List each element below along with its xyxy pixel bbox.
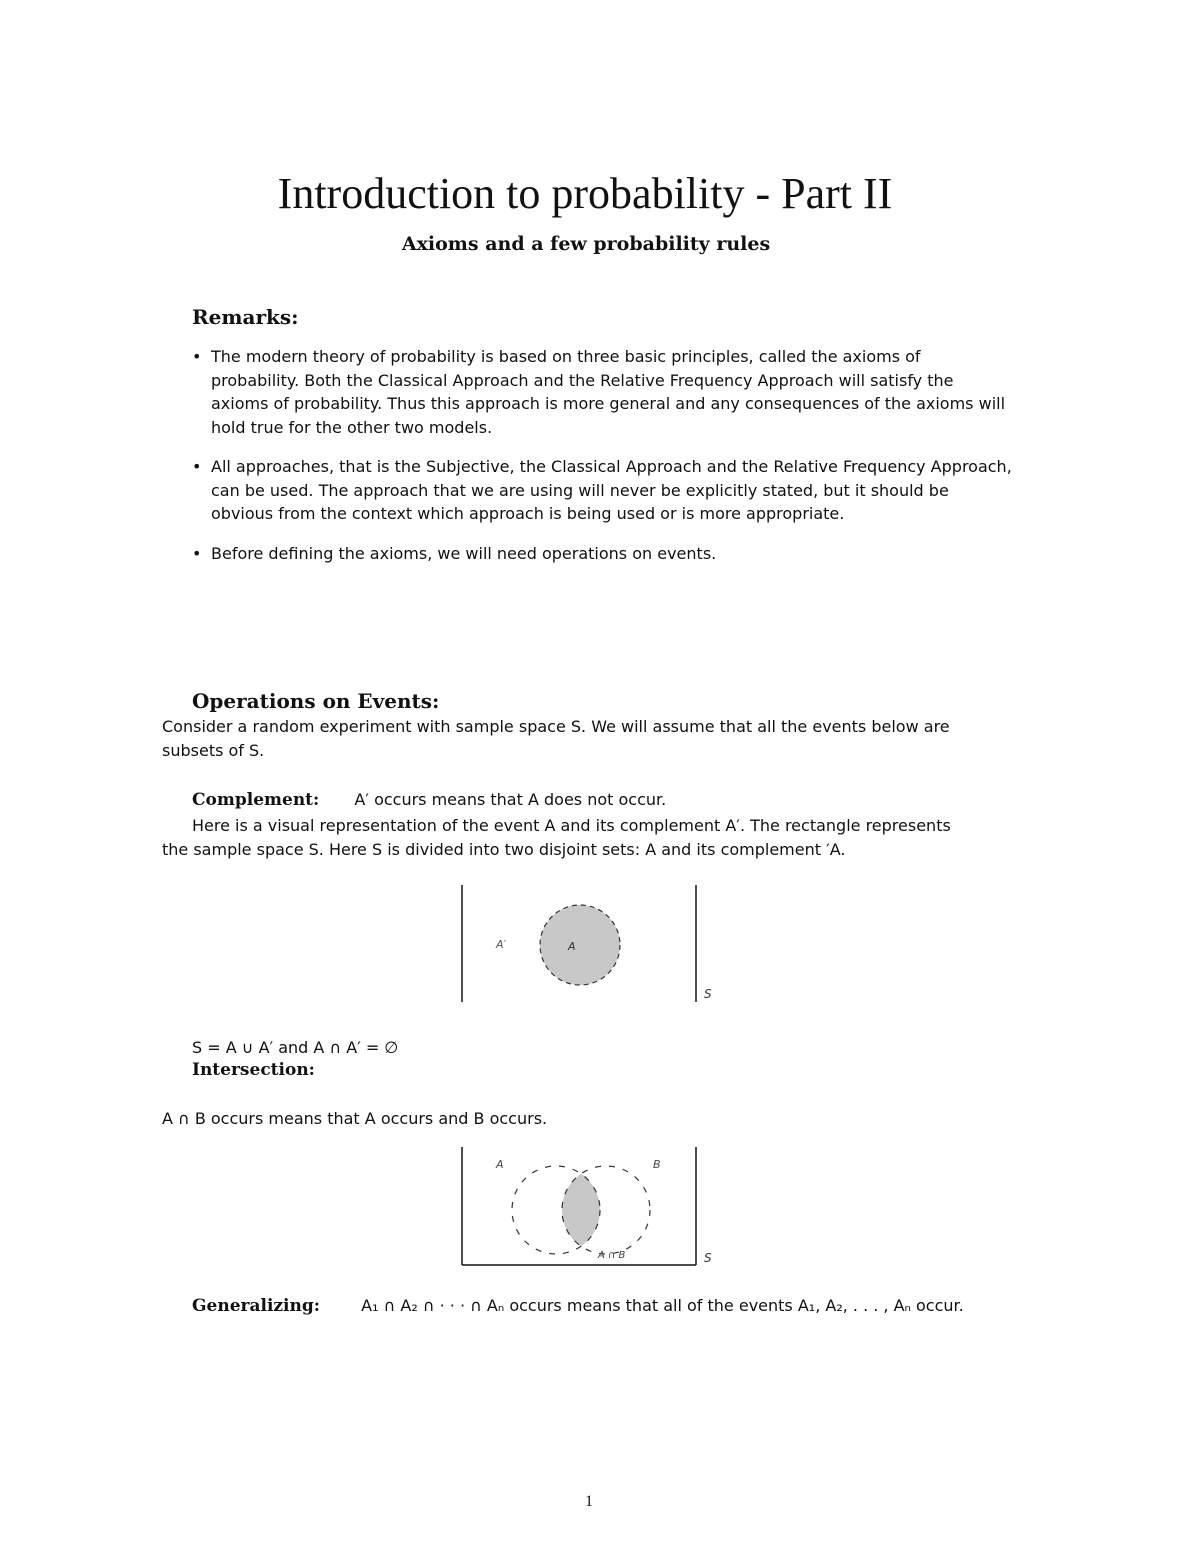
venn-label-a: A — [496, 1158, 504, 1171]
venn-label-s: S — [704, 987, 712, 1001]
page-number: 1 — [585, 1493, 593, 1510]
complement-identity: S = A ∪ A′ and A ∩ A′ = ∅ — [192, 1038, 399, 1057]
operations-intro-line2: subsets of S. — [162, 741, 265, 760]
complement-label: Complement: — [192, 790, 320, 810]
event-a-circle — [540, 905, 620, 985]
remark-item: • The modern theory of probability is based on three basic principles, called the axioms of probability. Both the Classical Approach and the Relative Frequency Approach will satisfy the axioms of probability. Thus this approach is more general and any consequences of the axioms will hold true for the other two models. — [192, 345, 1012, 439]
document-title: Introduction to probability - Part II — [277, 169, 893, 218]
venn-label-complement: A′ — [496, 938, 507, 951]
generalizing-label: Generalizing: — [192, 1296, 321, 1316]
venn-label-s: S — [704, 1251, 712, 1265]
remark-item: • All approaches, that is the Subjective, the Classical Approach and the Relative Frequency Approach, can be used. The approach that we are using will never be explicitly stated, but it should be obvious from the context which approach is being used or is more appropriate. — [192, 455, 1012, 526]
complement-visual-line2: the sample space S. Here S is divided into two disjoint sets: A and its complement ′A. — [162, 840, 846, 859]
intersection-venn-diagram — [450, 1140, 730, 1275]
venn-label-intersection: A ∩ B — [598, 1250, 626, 1261]
intersection-definition: A ∩ B occurs means that A occurs and B occurs. — [162, 1109, 548, 1128]
generalizing-formula: A₁ ∩ A₂ ∩ · · · ∩ Aₙ occurs means that all of the events A₁, A₂, . . . , Aₙ occur. — [361, 1296, 964, 1315]
remarks-list — [192, 345, 1012, 581]
document-subtitle: Axioms and a few probability rules — [401, 233, 771, 255]
intersection-label: Intersection: — [192, 1060, 315, 1080]
complement-visual-line1: Here is a visual representation of the event A and its complement A′. The rectangle represents — [192, 816, 951, 835]
operations-intro-line1: Consider a random experiment with sample space S. We will assume that all the events below are — [162, 717, 950, 736]
complement-venn-diagram — [450, 880, 730, 1010]
remark-item: • Before defining the axioms, we will need operations on events. — [192, 542, 1012, 566]
venn-label-b: B — [653, 1158, 661, 1171]
complement-definition-row — [192, 788, 666, 812]
venn-label-a: A — [568, 940, 576, 953]
generalizing-row — [192, 1294, 964, 1318]
complement-definition: A′ occurs means that A does not occur. — [354, 790, 667, 809]
remarks-heading: Remarks: — [192, 305, 299, 329]
operations-heading: Operations on Events: — [192, 689, 440, 713]
